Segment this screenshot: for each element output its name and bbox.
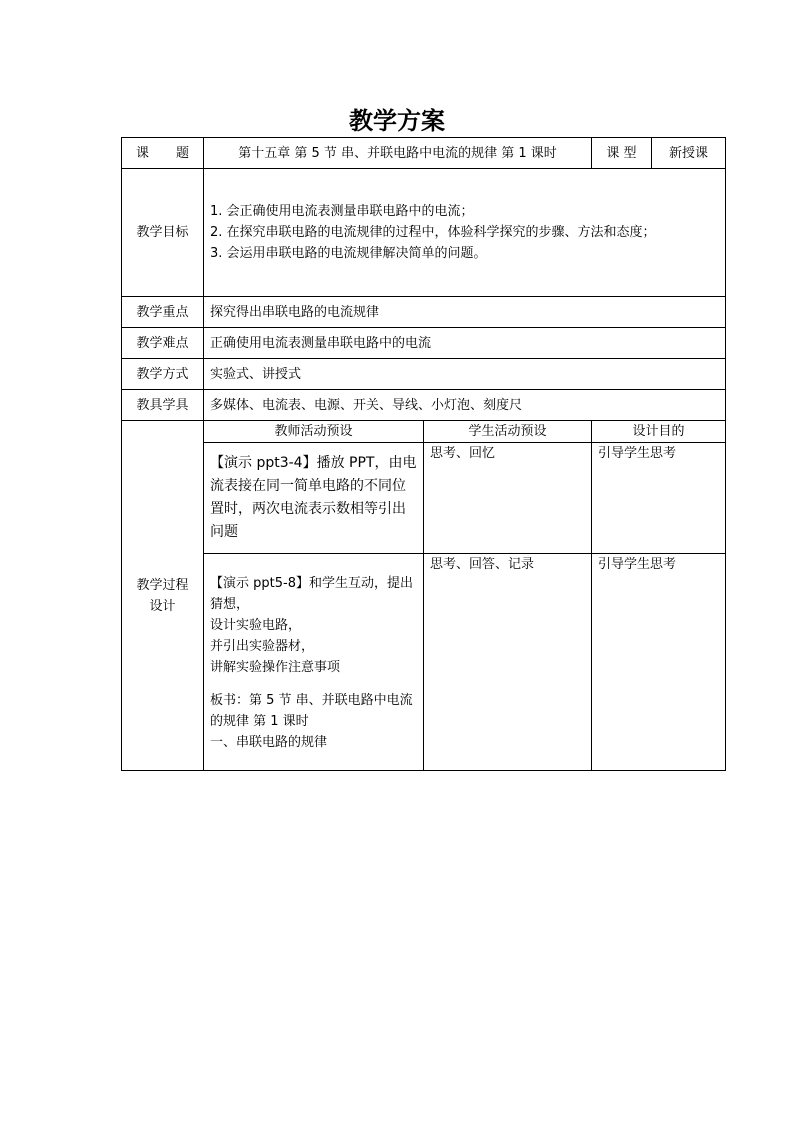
goal-item: 2. 在探究串联电路的电流规律的过程中，体验科学探究的步骤、方法和态度； bbox=[210, 225, 656, 240]
design-purpose-cell: 引导学生思考 bbox=[592, 554, 726, 771]
teacher-activity-cell bbox=[204, 554, 424, 771]
goal-item: 3. 会运用串联电路的电流规律解决简单的问题。 bbox=[210, 246, 487, 261]
process-header-row bbox=[122, 421, 726, 443]
student-activity-header: 学生活动预设 bbox=[424, 421, 592, 443]
goals-row bbox=[122, 169, 726, 297]
teacher-activity-text: 【演示 ppt5-8】和学生互动，提出猜想， 设计实验电路， 并引出实验器材， 讲解实验操作注意事项 bbox=[210, 576, 413, 675]
goals-list-cell bbox=[204, 169, 726, 297]
tools-value: 多媒体、电流表、电源、开关、导线、小灯泡、刻度尺 bbox=[204, 390, 726, 421]
method-value: 实验式、讲授式 bbox=[204, 359, 726, 390]
key-point-value: 探究得出串联电路的电流规律 bbox=[204, 297, 726, 328]
process-label: 教学过程 设计 bbox=[122, 421, 204, 771]
process-step-row bbox=[122, 443, 726, 554]
goal-item: 1. 会正确使用电流表测量串联电路中的电流； bbox=[210, 204, 474, 219]
topic-row bbox=[122, 138, 726, 169]
topic-label: 课 题 bbox=[122, 138, 204, 169]
lesson-type-label: 课 型 bbox=[592, 138, 652, 169]
difficulty-row bbox=[122, 328, 726, 359]
tools-label: 教具学具 bbox=[122, 390, 204, 421]
blackboard-notes: 板书：第 5 节 串、并联电路中电流的规律 第 1 课时 一、串联电路的规律 bbox=[210, 693, 413, 750]
key-point-label: 教学重点 bbox=[122, 297, 204, 328]
design-purpose-cell: 引导学生思考 bbox=[592, 443, 726, 554]
lesson-plan-table bbox=[121, 137, 726, 771]
design-purpose-header: 设计目的 bbox=[592, 421, 726, 443]
method-row bbox=[122, 359, 726, 390]
tools-row bbox=[122, 390, 726, 421]
student-activity-cell: 思考、回答、记录 bbox=[424, 554, 592, 771]
teacher-activity-cell: 【演示 ppt3-4】播放 PPT，由电流表接在同一简单电路的不同位置时，两次电流表示数相等引出问题 bbox=[204, 443, 424, 554]
method-label: 教学方式 bbox=[122, 359, 204, 390]
lesson-type-value: 新授课 bbox=[652, 138, 726, 169]
difficulty-label: 教学难点 bbox=[122, 328, 204, 359]
key-point-row bbox=[122, 297, 726, 328]
document-title: 教学方案 bbox=[349, 107, 445, 135]
difficulty-value: 正确使用电流表测量串联电路中的电流 bbox=[204, 328, 726, 359]
teacher-activity-header: 教师活动预设 bbox=[204, 421, 424, 443]
topic-value: 第十五章 第 5 节 串、并联电路中电流的规律 第 1 课时 bbox=[204, 138, 592, 169]
process-step-row bbox=[122, 554, 726, 771]
student-activity-cell: 思考、回忆 bbox=[424, 443, 592, 554]
goals-label: 教学目标 bbox=[122, 169, 204, 297]
goals-list bbox=[210, 201, 719, 264]
